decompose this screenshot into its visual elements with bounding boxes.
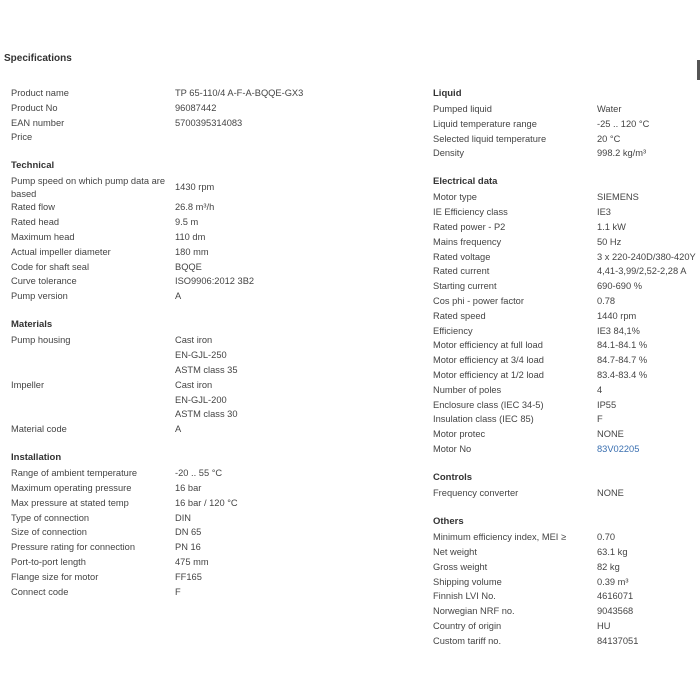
spec-value-line: 475 mm: [175, 557, 209, 568]
spec-row-selected-liquid-temperature: [433, 132, 700, 147]
spec-value: [175, 481, 411, 496]
spec-value: [597, 279, 700, 294]
spec-value: [597, 324, 700, 339]
spec-value-line: 20 °C: [597, 133, 621, 144]
spec-value: [175, 378, 411, 422]
spec-value-line: BQQE: [175, 261, 202, 272]
spec-value-line: 1.1 kW: [597, 222, 626, 233]
spec-label: Maximum operating pressure: [11, 483, 132, 494]
spec-value-line: NONE: [597, 488, 624, 499]
spec-value: [597, 353, 700, 368]
spec-label: Motor protec: [433, 429, 486, 440]
spec-value: [597, 368, 700, 383]
spec-label: Actual impeller diameter: [11, 246, 111, 257]
spec-row-insulation-class-iec-85: [433, 412, 700, 427]
spec-value: [175, 230, 411, 245]
spec-label: Pressure rating for connection: [11, 542, 136, 553]
spec-row-motor-type: [433, 190, 700, 205]
spec-value: [597, 486, 700, 501]
section-others: [433, 514, 700, 648]
spec-row-rated-current: [433, 264, 700, 279]
spec-row-actual-impeller-diameter: [11, 245, 411, 260]
spec-label: Shipping volume: [433, 576, 502, 587]
section-title: Technical: [11, 160, 55, 172]
spec-value: [175, 555, 411, 570]
spec-label: Type of connection: [11, 512, 90, 523]
section-title: Liquid: [433, 88, 462, 99]
spec-value: [175, 260, 411, 275]
spec-value: [597, 634, 700, 649]
spec-value-line: F: [597, 414, 603, 425]
spec-label: Code for shaft seal: [11, 261, 90, 272]
spec-value: [175, 570, 411, 585]
spec-value: [175, 511, 411, 526]
spec-row-product-name: [11, 86, 411, 101]
spec-value-line: 1440 rpm: [597, 310, 637, 321]
spec-value: [175, 245, 411, 260]
spec-value: [175, 466, 411, 481]
spec-value: [597, 220, 700, 235]
spec-row-motor-efficiency-at-3-4-load: [433, 353, 700, 368]
spec-row-rated-speed: [433, 309, 700, 324]
spec-value: [597, 190, 700, 205]
spec-value-line: A: [175, 424, 182, 435]
spec-label: Pump version: [11, 291, 68, 302]
spec-row-pressure-rating-for-connection: [11, 540, 411, 555]
spec-label: Pumped liquid: [433, 104, 492, 114]
spec-value-line: 96087442: [175, 102, 217, 113]
spec-value: [597, 412, 700, 427]
spec-label: Country of origin: [433, 621, 502, 631]
page-title: Specifications: [4, 53, 72, 64]
spec-row-ean-number: [11, 116, 411, 131]
spec-value-line: 84137051: [597, 635, 639, 646]
spec-label: Curve tolerance: [11, 276, 77, 287]
spec-row-net-weight: [433, 545, 700, 560]
spec-value-line: Cast iron: [175, 379, 213, 390]
spec-value: [597, 102, 700, 117]
spec-row-gross-weight: [433, 560, 700, 575]
spec-row-density: [433, 146, 700, 161]
spec-value-line: 998.2 kg/m³: [597, 148, 647, 159]
spec-row-price: [11, 130, 411, 145]
spec-label: Rated voltage: [433, 251, 491, 262]
spec-label: Mains frequency: [433, 236, 502, 247]
spec-value: [175, 130, 411, 145]
spec-value: [597, 132, 700, 147]
spec-label: Custom tariff no.: [433, 635, 502, 646]
spec-value-line: 26.8 m³/h: [175, 202, 215, 213]
section-title: Electrical data: [433, 176, 498, 188]
spec-value-line: IE3 84,1%: [597, 325, 640, 336]
spec-row-mains-frequency: [433, 235, 700, 250]
spec-value-line: 4,41-3,99/2,52-2,28 A: [597, 266, 687, 277]
spec-row-minimum-efficiency-index-mei: [433, 530, 700, 545]
spec-value: [597, 589, 700, 604]
spec-value: [597, 530, 700, 545]
spec-value: [175, 540, 411, 555]
spec-value-line: DIN: [175, 512, 192, 523]
section-materials: [11, 317, 411, 437]
section-title: Installation: [11, 452, 62, 464]
spec-value-line: 690-690 %: [597, 281, 642, 292]
spec-label: Liquid temperature range: [433, 118, 537, 129]
spec-value-line: ISO9906:2012 3B2: [175, 276, 255, 287]
spec-value-line: ASTM class 30: [175, 409, 238, 420]
spec-label: Selected liquid temperature: [433, 133, 547, 144]
spec-value: [175, 525, 411, 540]
spec-value-line: 0.78: [597, 296, 616, 307]
spec-value-line: -20 .. 55 °C: [175, 468, 223, 479]
spec-label: Motor efficiency at 1/2 load: [433, 370, 544, 381]
spec-value: [597, 338, 700, 353]
spec-value-line: 83.4-83.4 %: [597, 370, 648, 381]
spec-label: Enclosure class (IEC 34-5): [433, 399, 544, 410]
section-product: [11, 86, 411, 145]
spec-row-range-of-ambient-temperature: [11, 466, 411, 481]
spec-row-max-pressure-at-stated-temp: [11, 496, 411, 511]
spec-label: Port-to-port length: [11, 557, 86, 568]
spec-value: [175, 422, 411, 437]
spec-label: Flange size for motor: [11, 571, 99, 582]
spec-row-cos-phi-power-factor: [433, 294, 700, 309]
spec-label: Frequency converter: [433, 488, 519, 499]
spec-value-line: 9.5 m: [175, 217, 199, 228]
spec-row-flange-size-for-motor: [11, 570, 411, 585]
spec-value-line: 110 dm: [175, 232, 206, 243]
spec-row-impeller: [11, 378, 411, 422]
spec-row-maximum-head: [11, 230, 411, 245]
right-column: [433, 86, 700, 662]
spec-value-line: Cast iron: [175, 335, 213, 346]
section-controls: [433, 470, 700, 501]
spec-value: [175, 333, 411, 377]
spec-value: [175, 215, 411, 230]
spec-label: Motor efficiency at full load: [433, 340, 543, 351]
spec-label: Norwegian NRF no.: [433, 606, 515, 617]
spec-value: [597, 604, 700, 619]
spec-label: Rated head: [11, 217, 60, 228]
spec-label: Insulation class (IEC 85): [433, 414, 534, 425]
spec-label: Pump housing: [11, 335, 71, 346]
spec-row-product-no: [11, 101, 411, 116]
spec-value: [175, 585, 411, 600]
spec-row-rated-voltage: [433, 250, 700, 265]
spec-label: Gross weight: [433, 561, 488, 572]
spec-label: EAN number: [11, 117, 65, 128]
spec-row-material-code: [11, 422, 411, 437]
spec-value: [597, 442, 700, 457]
spec-row-port-to-port-length: [11, 555, 411, 570]
spec-row-maximum-operating-pressure: [11, 481, 411, 496]
spec-value-line: 4: [597, 384, 603, 395]
spec-value-line: DN 65: [175, 527, 202, 538]
spec-row-rated-flow: [11, 200, 411, 215]
spec-row-enclosure-class-iec-34-5: [433, 398, 700, 413]
spec-label: Net weight: [433, 547, 477, 558]
section-technical: [11, 158, 411, 304]
spec-value-line: PN 16: [175, 542, 201, 553]
spec-label: Connect code: [11, 586, 69, 597]
spec-label: Rated speed: [433, 310, 486, 321]
spec-label: Minimum efficiency index, MEI ≥: [433, 532, 567, 543]
spec-row-pump-version: [11, 289, 411, 304]
spec-label: Rated flow: [11, 202, 55, 213]
spec-value: [175, 101, 411, 116]
spec-row-starting-current: [433, 279, 700, 294]
spec-value-line: 5700395314083: [175, 117, 243, 128]
spec-value-line: IE3: [597, 207, 611, 218]
spec-label: Finnish LVI No.: [433, 591, 496, 602]
spec-label: Impeller: [11, 379, 45, 390]
spec-value: [597, 575, 700, 590]
spec-label: Product name: [11, 88, 69, 98]
spec-row-rated-power-p2: [433, 220, 700, 235]
spec-value-line: 82 kg: [597, 561, 620, 572]
spec-label: Starting current: [433, 281, 497, 292]
spec-label: Motor No: [433, 444, 472, 455]
spec-label: Motor efficiency at 3/4 load: [433, 355, 544, 366]
spec-value-line: HU: [597, 621, 611, 631]
spec-row-motor-protec: [433, 427, 700, 442]
spec-label: Density: [433, 148, 465, 159]
spec-value-line: 180 mm: [175, 246, 209, 257]
spec-label: IE Efficiency class: [433, 207, 508, 218]
spec-value-line: -25 .. 120 °C: [597, 118, 650, 129]
spec-value: [597, 309, 700, 324]
spec-value-line: 16 bar: [175, 483, 202, 494]
spec-row-pump-speed-on-which-pump-data-are-based: [11, 174, 411, 200]
spec-row-custom-tariff-no: [433, 634, 700, 649]
spec-value-line: A: [175, 291, 182, 302]
spec-label: Max pressure at stated temp: [11, 497, 129, 508]
spec-row-rated-head: [11, 215, 411, 230]
section-title: Controls: [433, 472, 473, 484]
spec-value-line: 63.1 kg: [597, 547, 628, 558]
spec-row-number-of-poles: [433, 383, 700, 398]
spec-value-line: FF165: [175, 571, 202, 582]
spec-value: [175, 116, 411, 131]
spec-row-ie-efficiency-class: [433, 205, 700, 220]
motor-no-link[interactable]: 83V02205: [597, 444, 640, 455]
spec-value: [597, 560, 700, 575]
spec-row-curve-tolerance: [11, 274, 411, 289]
section-liquid: [433, 86, 700, 161]
spec-value-line: SIEMENS: [597, 192, 639, 203]
spec-value-line: Water: [597, 104, 622, 114]
spec-value: [175, 274, 411, 289]
spec-label: Motor type: [433, 192, 477, 203]
spec-value: [597, 619, 700, 634]
spec-value-line: EN-GJL-250: [175, 350, 227, 361]
spec-row-connect-code: [11, 585, 411, 600]
spec-value: [597, 264, 700, 279]
spec-row-code-for-shaft-seal: [11, 260, 411, 275]
spec-value-line: 9043568: [597, 606, 634, 617]
spec-value: [597, 235, 700, 250]
section-title: Others: [433, 516, 464, 528]
spec-value-line: ASTM class 35: [175, 364, 238, 375]
spec-row-pumped-liquid: [433, 102, 700, 117]
section-installation: [11, 450, 411, 599]
spec-value: [597, 294, 700, 309]
spec-row-motor-no: [433, 442, 700, 457]
spec-row-motor-efficiency-at-1-2-load: [433, 368, 700, 383]
spec-value: [175, 86, 411, 101]
spec-row-efficiency: [433, 324, 700, 339]
spec-label: Price: [11, 132, 33, 143]
spec-value-line: 84.1-84.1 %: [597, 340, 648, 351]
spec-label: Rated power - P2: [433, 222, 506, 233]
spec-row-size-of-connection: [11, 525, 411, 540]
section-electrical-data: [433, 174, 700, 456]
spec-value-line: NONE: [597, 429, 624, 440]
spec-label: Efficiency: [433, 325, 473, 336]
spec-value: [175, 200, 411, 215]
spec-value-line: 1430 rpm: [175, 182, 215, 193]
spec-value-line: EN-GJL-200: [175, 394, 227, 405]
spec-value: [597, 427, 700, 442]
spec-label: Cos phi - power factor: [433, 296, 524, 307]
spec-value: [175, 289, 411, 304]
spec-value-line: 3 x 220-240D/380-420Y: [597, 251, 696, 262]
spec-value: [175, 496, 411, 511]
spec-value-line: IP55: [597, 399, 617, 410]
spec-label: Number of poles: [433, 384, 502, 395]
section-title: Materials: [11, 319, 53, 331]
spec-value-line: 50 Hz: [597, 236, 622, 247]
spec-value-line: 84.7-84.7 %: [597, 355, 648, 366]
left-column: [11, 86, 411, 613]
spec-row-liquid-temperature-range: [433, 117, 700, 132]
spec-value: [597, 250, 700, 265]
spec-value: [597, 205, 700, 220]
spec-value: [597, 398, 700, 413]
spec-row-norwegian-nrf-no: [433, 604, 700, 619]
spec-row-type-of-connection: [11, 511, 411, 526]
spec-row-shipping-volume: [433, 575, 700, 590]
spec-value: [175, 174, 411, 200]
spec-value: [597, 146, 700, 161]
spec-row-pump-housing: [11, 333, 411, 377]
spec-value-line: 4616071: [597, 591, 634, 602]
spec-label: Size of connection: [11, 527, 87, 538]
spec-label: Material code: [11, 424, 67, 435]
spec-value-line: 16 bar / 120 °C: [175, 497, 238, 508]
spec-value-line: 0.39 m³: [597, 576, 629, 587]
spec-row-country-of-origin: [433, 619, 700, 634]
spec-value: [597, 117, 700, 132]
spec-row-motor-efficiency-at-full-load: [433, 338, 700, 353]
spec-label: Maximum head: [11, 232, 75, 243]
spec-row-finnish-lvi-no: [433, 589, 700, 604]
spec-label: Product No: [11, 102, 58, 113]
spec-label: Pump speed on which pump data are based: [11, 176, 166, 199]
spec-label: Range of ambient temperature: [11, 468, 138, 479]
spec-value: [597, 383, 700, 398]
spec-value-line: 0.70: [597, 532, 616, 543]
spec-value-line: F: [175, 586, 181, 597]
spec-value: [597, 545, 700, 560]
spec-value-line: TP 65-110/4 A-F-A-BQQE-GX3: [175, 88, 304, 98]
spec-row-frequency-converter: [433, 486, 700, 501]
spec-label: Rated current: [433, 266, 490, 277]
